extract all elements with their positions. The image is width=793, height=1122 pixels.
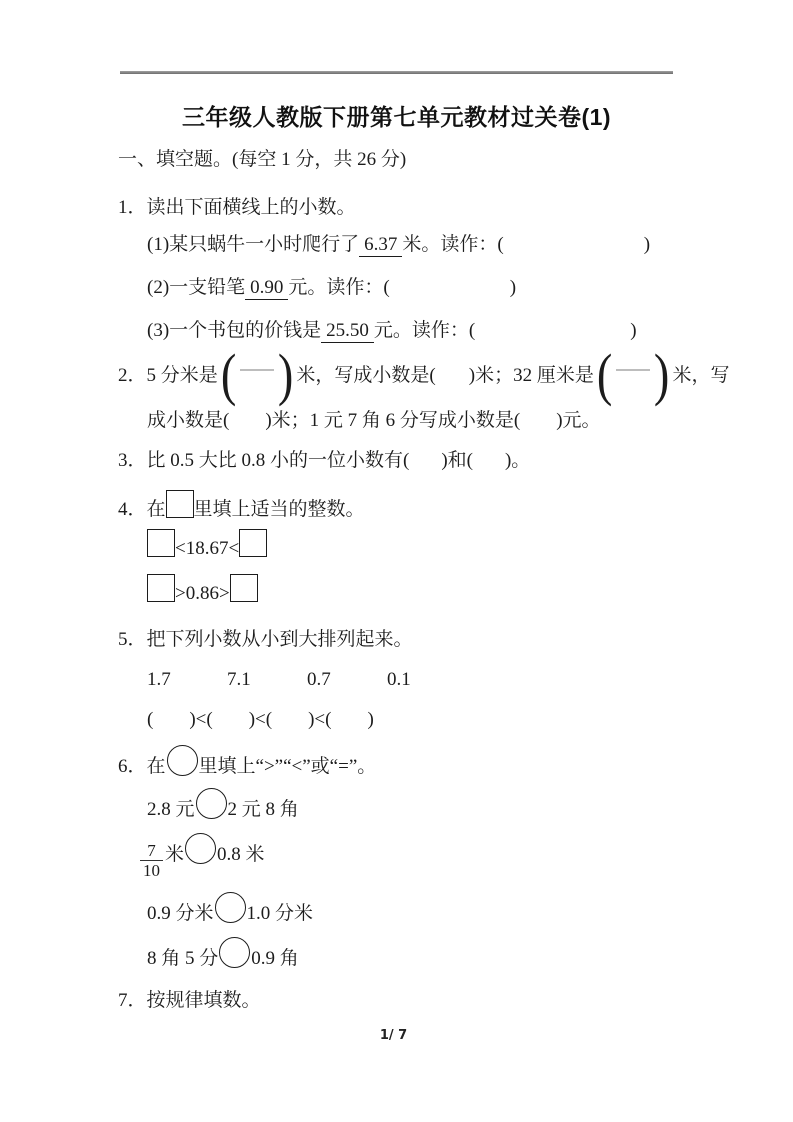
right-paren: )	[278, 342, 294, 407]
answer-blank	[436, 380, 469, 381]
question-6-item-1	[147, 788, 693, 823]
answer-blank	[473, 465, 505, 466]
page-title: 三年级人教版下册第七单元教材过关卷(1)	[181, 104, 612, 130]
underlined-value-25-50: 25.50	[321, 320, 374, 343]
answer-blank	[213, 724, 249, 725]
question-3	[118, 448, 693, 474]
blank-box	[230, 574, 258, 602]
right-paren: )	[654, 342, 670, 407]
question-2-line-1	[118, 342, 730, 407]
q2-text-d: 米，写	[672, 365, 730, 386]
decimal-value: 1.7	[147, 669, 171, 690]
answer-blank	[409, 465, 441, 466]
q1-item3-mid: 元。读作：(	[373, 320, 476, 341]
compare-circle	[215, 892, 246, 923]
decimal-value: 0.1	[387, 669, 411, 690]
answer-blank	[272, 724, 308, 725]
question-6-item-4	[147, 937, 693, 972]
blank-box	[147, 574, 175, 602]
answer-blank	[504, 249, 644, 250]
fraction-denominator: 10	[140, 860, 163, 880]
compare-circle	[167, 745, 198, 776]
blank-box	[147, 529, 175, 557]
q1-item3-close: )	[630, 320, 637, 341]
left-paren: (	[220, 342, 237, 407]
q5-paren: )	[367, 709, 374, 730]
question-6-stem	[118, 745, 693, 780]
fraction-bar	[240, 369, 274, 371]
question-4-line-2	[147, 574, 693, 607]
answer-blank	[390, 292, 510, 293]
q6-item3-left: 0.9 分米	[147, 903, 214, 925]
q5-paren: )<(	[308, 709, 332, 730]
q1-item3-prefix: (3)一个书包的价钱是	[147, 320, 322, 341]
q1-item1-mid: 米。读作：(	[402, 234, 504, 255]
question-5-stem: 5．把下列小数从小到大排列起来。	[118, 629, 413, 650]
q6-stem-prefix: 6．在	[118, 756, 166, 777]
answer-blank	[331, 724, 367, 725]
q6-item2-unit: 米	[165, 844, 185, 865]
fraction-7-10	[140, 841, 163, 880]
header-rule	[120, 71, 673, 74]
q2-text-g: )元。	[556, 410, 601, 431]
q5-paren: (	[147, 709, 154, 730]
q2-text-f: )米；1 元 7 角 6 分写成小数是(	[265, 410, 521, 431]
page-number: 1/ 7	[379, 1028, 408, 1043]
fraction-bar	[616, 369, 650, 371]
q5-paren: )<(	[189, 709, 213, 730]
q2-text-c: )米；32 厘米是	[468, 365, 594, 386]
underlined-value-6-37: 6.37	[359, 234, 402, 257]
q6-item4-left: 8 角 5 分	[147, 948, 219, 970]
left-paren: (	[596, 342, 613, 407]
question-5-numbers	[147, 667, 693, 693]
q1-item1-prefix: (1)某只蜗牛一小时爬行了	[147, 234, 360, 255]
question-1-item-2	[147, 275, 693, 301]
q6-item3-right: 1.0 分米	[246, 903, 314, 925]
decimal-value: 7.1	[227, 669, 251, 690]
answer-blank	[153, 724, 189, 725]
answer-blank	[229, 425, 265, 426]
compare-circle	[219, 937, 250, 968]
underlined-value-0-90: 0.90	[245, 277, 288, 300]
blank-box	[239, 529, 267, 557]
compare-circle	[196, 788, 227, 819]
question-4-stem	[118, 490, 693, 523]
question-6-item-3	[147, 892, 693, 927]
section-heading: 一、填空题。(每空 1 分，共 26 分)	[118, 149, 407, 170]
q6-item4-right: 0.9 角	[251, 948, 299, 970]
q1-item2-prefix: (2)一支铅笔	[147, 277, 246, 298]
blank-box	[166, 490, 194, 518]
q5-paren: )<(	[248, 709, 273, 730]
q2-text-b: 米，写成小数是(	[296, 365, 436, 386]
q6-item1-right: 2 元 8 角	[227, 799, 299, 820]
q6-item2-right: 0.8 米	[217, 844, 265, 865]
question-6-item-2	[140, 833, 693, 880]
question-7-stem: 7．按规律填数。	[118, 990, 261, 1012]
q4-stem-suffix: 里填上适当的整数。	[193, 499, 365, 520]
question-4-line-1	[147, 529, 693, 562]
decimal-value: 0.7	[307, 669, 331, 690]
q1-item2-mid: 元。读作：(	[288, 277, 390, 298]
fraction-blank	[219, 342, 296, 407]
q3-text-a: 3．比 0.5 大比 0.8 小的一位小数有(	[118, 450, 410, 471]
answer-blank	[520, 425, 556, 426]
q4-compare-2: >0.86>	[175, 583, 230, 604]
q2-text-e: 成小数是(	[147, 410, 230, 431]
worksheet-content	[118, 140, 730, 1014]
compare-circle	[185, 833, 216, 864]
answer-blank	[475, 335, 630, 336]
q4-stem-prefix: 4．在	[118, 499, 166, 520]
question-1-item-3	[147, 318, 693, 344]
q3-text-b: )和(	[441, 450, 473, 471]
q2-text-a: 2．5 分米是	[118, 365, 218, 386]
question-1-item-1	[147, 232, 693, 258]
q1-item2-close: )	[509, 277, 517, 298]
q6-item1-left: 2.8 元	[147, 799, 195, 820]
q6-stem-suffix: 里填上“>”“<”或“=”。	[198, 756, 377, 777]
fraction-blank	[595, 342, 672, 407]
q4-compare-1: <18.67<	[175, 538, 240, 559]
question-1-stem: 1．读出下面横线上的小数。	[118, 197, 356, 218]
q1-item1-close: )	[643, 234, 651, 255]
question-2-line-2	[147, 408, 693, 434]
fraction-numerator: 7	[147, 840, 156, 860]
q3-text-c: )。	[504, 450, 531, 471]
question-5-compare	[147, 707, 693, 733]
